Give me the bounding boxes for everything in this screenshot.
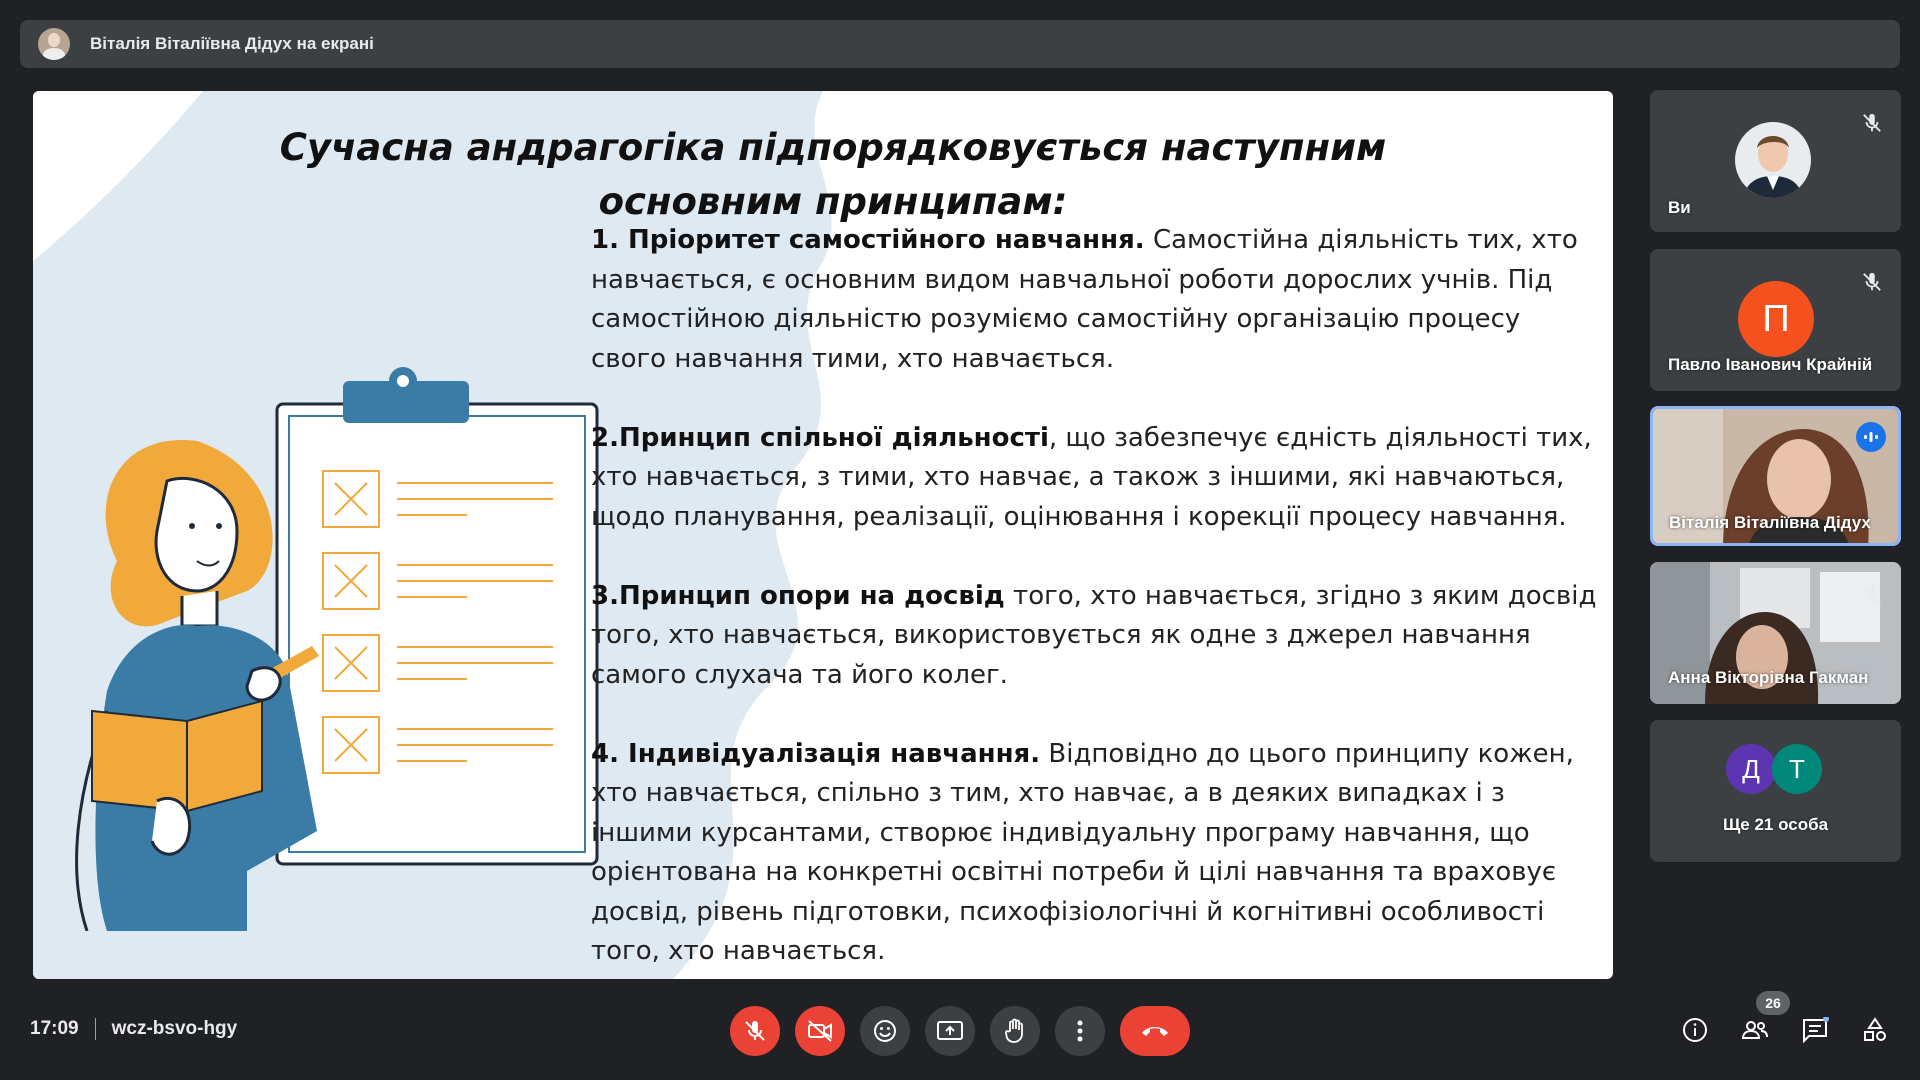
camera-toggle-button[interactable] — [795, 1006, 845, 1056]
principle-3-body: того, хто навчається, згідно з яким досвід того, хто навчається, використовується як одне з джерел навчання самого слухача та його колег. — [591, 580, 1597, 690]
shared-slide — [33, 91, 1613, 979]
people-count-badge: 26 — [1756, 991, 1790, 1015]
meeting-code: wcz-bsvo-hgy — [111, 1018, 238, 1039]
participant-tile-pavlo[interactable] — [1650, 249, 1901, 391]
mic-off-icon — [743, 1019, 767, 1043]
more-participants-label: Ще 21 особа — [1722, 815, 1829, 834]
principle-3-heading: 3.Принцип опори на досвід — [591, 580, 1005, 611]
present-screen-icon — [936, 1019, 964, 1043]
info-icon — [1682, 1017, 1708, 1043]
presenter-label: Віталія Віталіївна Дідух на екрані — [90, 34, 374, 53]
activities-button[interactable] — [1859, 1014, 1891, 1046]
camera-off-icon — [807, 1019, 833, 1043]
speaking-indicator-icon — [1856, 422, 1886, 452]
principle-4-body: Відповідно до цього принципу кожен, хто навчається, спільно з тим, хто навчає, а в деяких випадках і з іншими курсантами, створює індивідуальну програму навчання, що орієнтована на конкретні освітні потреби й цілі навчання та враховує досвід, рівень підготовки, психофізіологічні й когнітивні особливості того, хто навчається. — [591, 738, 1574, 966]
principle-4-heading: 4. Індивідуалізація навчання. — [591, 738, 1041, 769]
principle-2-body: , що забезпечує єдність діяльності тих, хто навчається, з тими, хто навчає, а також з іншими, які навчаються, щодо планування, реалізації, оцінювання і корекції процесу навчання. — [591, 422, 1592, 532]
raise-hand-button[interactable] — [990, 1006, 1040, 1056]
info-separator — [95, 1018, 96, 1040]
more-avatar-t: Т — [1772, 744, 1822, 794]
checklist-illustration — [47, 271, 607, 931]
participant-name: Ви — [1668, 198, 1691, 217]
participant-name: Анна Вікторівна Гакман — [1668, 668, 1869, 687]
participant-tile-anna[interactable] — [1650, 562, 1901, 704]
meeting-details-button[interactable] — [1679, 1014, 1711, 1046]
presenter-avatar — [38, 28, 70, 60]
participant-tile-self[interactable] — [1650, 90, 1901, 232]
more-options-button[interactable] — [1055, 1006, 1105, 1056]
participant-initial-avatar: П — [1738, 281, 1814, 357]
people-button[interactable] — [1739, 1014, 1771, 1046]
slide-principles-text — [591, 221, 1601, 972]
principle-3 — [591, 577, 1601, 696]
leave-call-button[interactable] — [1120, 1006, 1190, 1056]
more-participants-tile[interactable] — [1650, 720, 1901, 862]
reactions-button[interactable] — [860, 1006, 910, 1056]
presenter-bar — [20, 20, 1900, 68]
mic-off-icon — [1861, 271, 1883, 293]
principle-1 — [591, 221, 1601, 379]
slide-title: Сучасна андрагогіка підпорядковується наступним основним принципам: — [279, 126, 1387, 223]
principle-4 — [591, 735, 1601, 972]
mic-off-icon — [1861, 584, 1883, 606]
more-vert-icon — [1077, 1020, 1083, 1042]
activities-icon — [1862, 1017, 1888, 1043]
meeting-info — [30, 1018, 237, 1040]
principle-2 — [591, 419, 1601, 538]
principle-1-body: Самостійна діяльність тих, хто навчається, є основним видом навчальної роботи дорослих учнів. Під самостійною діяльністю розуміємо самостійну організацію процесу свого навчання тими, хто навчається. — [591, 225, 1578, 374]
participant-name: Павло Іванович Крайній — [1668, 355, 1873, 374]
mic-toggle-button[interactable] — [730, 1006, 780, 1056]
hang-up-icon — [1140, 1024, 1170, 1038]
bottom-control-bar — [0, 995, 1920, 1060]
self-avatar — [1733, 120, 1813, 200]
chat-button[interactable] — [1799, 1014, 1831, 1046]
clock-time: 17:09 — [30, 1018, 79, 1039]
raise-hand-icon — [1003, 1018, 1027, 1044]
people-icon — [1740, 1018, 1770, 1042]
emoji-icon — [872, 1018, 898, 1044]
mic-off-icon — [1861, 112, 1883, 134]
participant-name: Віталія Віталіївна Дідух — [1669, 513, 1871, 532]
chat-icon — [1801, 1017, 1829, 1043]
principle-1-heading: 1. Пріоритет самостійного навчання. — [591, 225, 1145, 255]
present-screen-button[interactable] — [925, 1006, 975, 1056]
principle-2-heading: 2.Принцип спільної діяльності — [591, 422, 1049, 453]
more-avatar-d: Д — [1726, 744, 1776, 794]
participant-tile-vitaliia[interactable] — [1650, 406, 1901, 546]
